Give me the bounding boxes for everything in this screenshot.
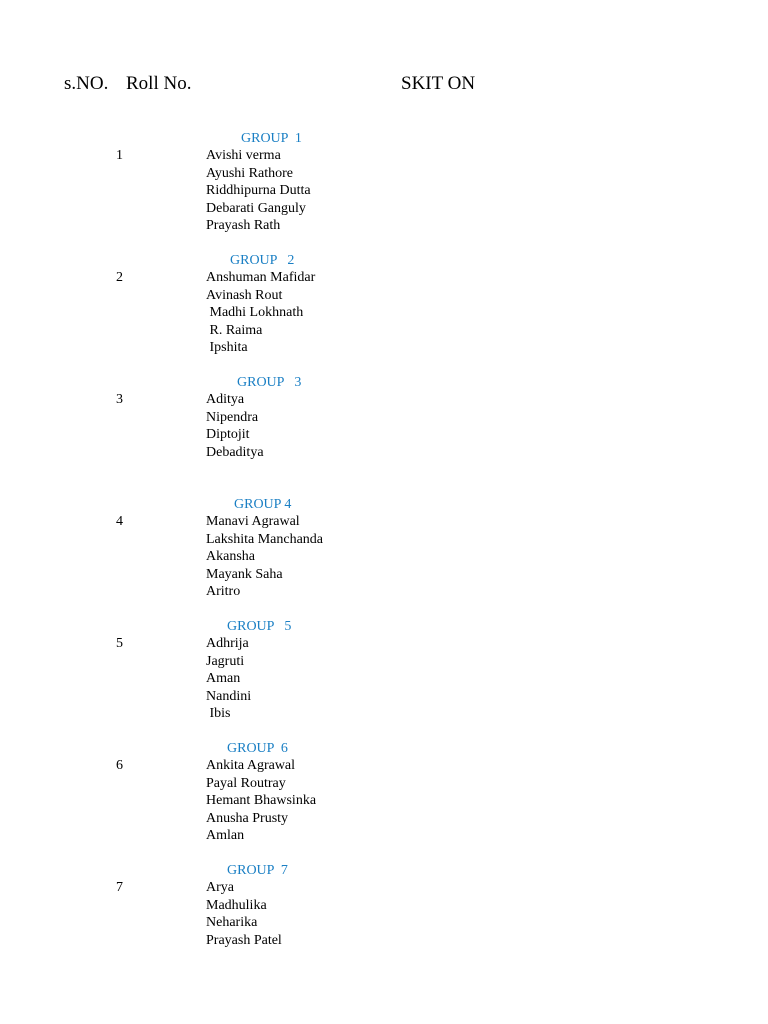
- member-name: Anusha Prusty: [206, 810, 289, 826]
- serial-number: 1: [116, 148, 123, 163]
- group-title: GROUP 2: [230, 253, 295, 268]
- member-name: Mayank Saha: [206, 566, 283, 582]
- serial-number: 4: [116, 514, 123, 529]
- member-name: Avishi verma: [206, 148, 281, 164]
- header-sno: s.NO.: [64, 73, 109, 94]
- member-name: Aditya: [206, 392, 245, 408]
- member-name: Amlan: [206, 827, 245, 843]
- header-roll-no: Roll No.: [126, 73, 192, 94]
- group-title: GROUP 7: [227, 863, 288, 878]
- member-name: Prayash Patel: [206, 932, 282, 948]
- member-name: Ibis: [206, 705, 231, 721]
- serial-number: 6: [116, 758, 123, 773]
- serial-number: 5: [116, 636, 123, 651]
- group-title: GROUP 3: [237, 375, 302, 390]
- serial-number: 7: [116, 880, 123, 895]
- group-title: GROUP 1: [241, 131, 302, 146]
- member-name: Akansha: [206, 549, 255, 565]
- member-name: Anshuman Mafidar: [206, 270, 316, 286]
- member-name: Neharika: [206, 915, 258, 931]
- member-name: Prayash Rath: [206, 217, 281, 233]
- member-name: Madhulika: [206, 897, 267, 913]
- member-name: Riddhipurna Dutta: [206, 183, 311, 199]
- serial-number: 3: [116, 392, 123, 407]
- member-name: Nipendra: [206, 409, 259, 425]
- member-name: Ipshita: [206, 339, 248, 355]
- member-name: Jagruti: [206, 653, 245, 669]
- member-name: Payal Routray: [206, 775, 286, 791]
- member-name: Manavi Agrawal: [206, 514, 300, 530]
- member-name: Adhrija: [206, 636, 249, 652]
- group-title: GROUP 4: [234, 497, 292, 512]
- header-skit-on: SKIT ON: [401, 73, 476, 94]
- member-name: Madhi Lokhnath: [206, 305, 304, 321]
- member-name: Diptojit: [206, 427, 250, 443]
- group-title: GROUP 5: [227, 619, 292, 634]
- group-title: GROUP 6: [227, 741, 288, 756]
- member-name: R. Raima: [206, 322, 263, 338]
- member-name: Hemant Bhawsinka: [206, 793, 317, 809]
- member-name: Avinash Rout: [206, 287, 283, 303]
- member-name: Ankita Agrawal: [206, 758, 296, 774]
- member-name: Aman: [206, 671, 241, 687]
- member-name: Nandini: [206, 688, 252, 704]
- member-name: Lakshita Manchanda: [206, 531, 324, 547]
- member-name: Ayushi Rathore: [206, 165, 293, 181]
- member-name: Debaditya: [206, 444, 264, 460]
- serial-number: 2: [116, 270, 123, 285]
- member-name: Aritro: [206, 583, 241, 599]
- member-name: Debarati Ganguly: [206, 200, 306, 216]
- member-name: Arya: [206, 880, 234, 896]
